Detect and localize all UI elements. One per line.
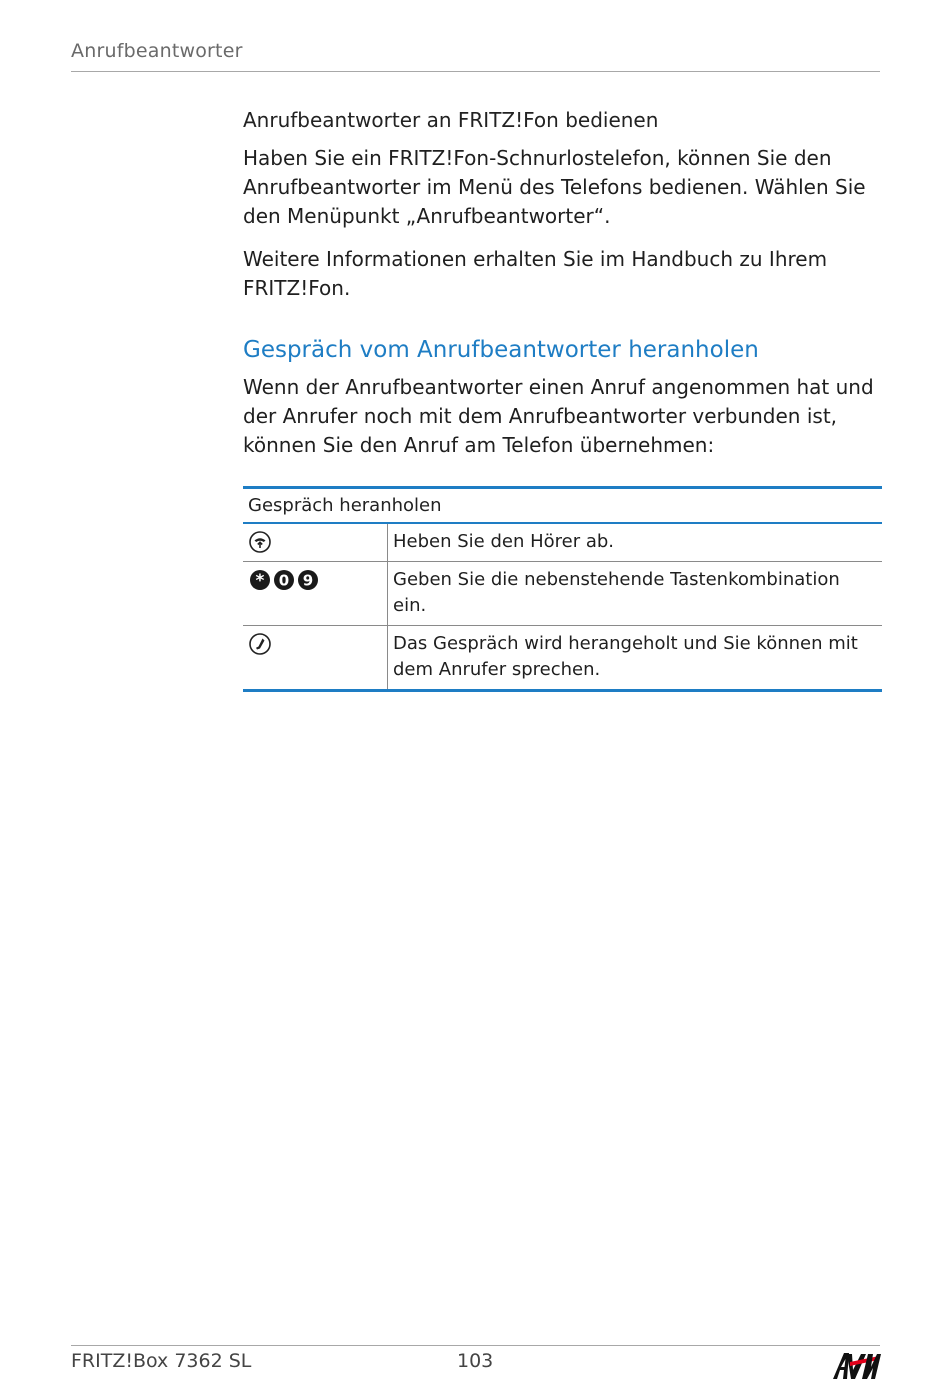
page-number: 103	[457, 1350, 494, 1372]
table-row	[243, 562, 882, 626]
intro-paragraph-2: Weitere Informationen erhalten Sie im Handbuch zu Ihrem FRITZ!Fon.	[243, 247, 828, 300]
phone-off-hook-icon	[248, 530, 272, 554]
footer-divider	[71, 1345, 880, 1346]
running-head: Anrufbeantworter	[71, 40, 243, 62]
avm-logo	[833, 1352, 881, 1380]
step-text: Geben Sie die nebenstehende Tastenkombination ein.	[388, 562, 883, 626]
table-header: Gespräch heranholen	[243, 488, 882, 524]
step-text: Das Gespräch wird herangeholt und Sie können mit dem Anrufer sprechen.	[388, 626, 883, 691]
icon-cell	[243, 626, 388, 691]
subheading: Anrufbeantworter an FRITZ!Fon bedienen	[243, 108, 659, 132]
header-divider	[71, 71, 880, 72]
key-combination-icon	[248, 568, 320, 592]
key-star-label: *	[255, 571, 265, 591]
key-zero-label: 0	[278, 571, 290, 590]
intro-paragraph-1: Haben Sie ein FRITZ!Fon-Schnurlostelefon, können Sie den Anrufbeantworter im Menü des Telefons bedienen. Wählen Sie den Menüpunkt „Anrufbeantworter“.	[243, 146, 866, 228]
phone-talk-icon	[248, 632, 272, 656]
footer-product: FRITZ!Box 7362 SL	[71, 1350, 252, 1372]
table-row	[243, 523, 882, 562]
icon-cell	[243, 562, 388, 626]
table-row	[243, 626, 882, 691]
icon-cell	[243, 523, 388, 562]
section-title: Gespräch vom Anrufbeantworter heranholen	[243, 337, 759, 363]
section-paragraph: Wenn der Anrufbeantworter einen Anruf angenommen hat und der Anrufer noch mit dem Anrufbeantworter verbunden ist, können Sie den Anruf am Telefon übernehmen:	[243, 375, 874, 457]
step-text: Heben Sie den Hörer ab.	[393, 531, 615, 552]
key-nine-label: 9	[302, 571, 314, 590]
steps-table	[243, 486, 882, 692]
main-content	[243, 108, 883, 692]
